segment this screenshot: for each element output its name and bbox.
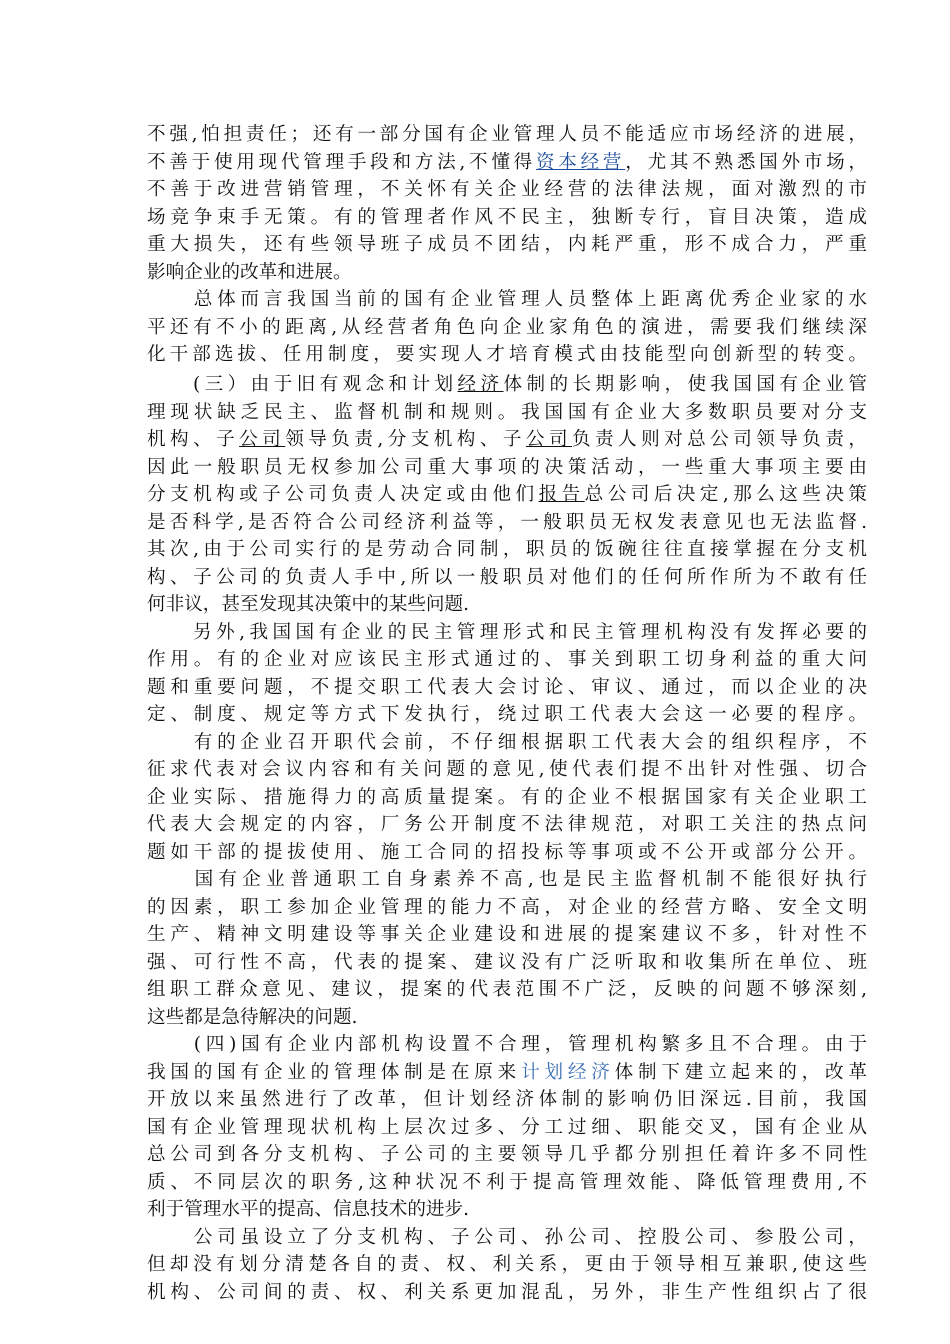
text-line: 是否科学,是否符合公司经济利益等，一般职员无权发表意见也无法监督. bbox=[147, 511, 867, 533]
report-link[interactable]: 报告 bbox=[538, 484, 585, 505]
text-line: 生产、精神文明建设等事关企业建设和进展的提案建议不多，针对性不 bbox=[147, 924, 867, 945]
text-line bbox=[147, 481, 867, 509]
paragraph-block-1 bbox=[147, 121, 867, 369]
text-line: 何非议，甚至发现其决策中的某些问题. bbox=[147, 594, 470, 615]
text-run: 总公司后决定,那么这些决策 bbox=[584, 484, 867, 505]
text-line: 因此一般职员无权参加公司重大事项的决策活动，一些重大事项主要由 bbox=[147, 456, 867, 478]
text-line: 不强,怕担责任；还有一部分国有企业管理人员不能适应市场经济的进展， bbox=[147, 124, 867, 145]
text-line: 构、子公司的负责人手中,所以一般职员对他们的任何所作所为不敢有任 bbox=[147, 566, 867, 588]
text-run: 负责人则对总公司领导负责， bbox=[571, 429, 867, 450]
text-run: 体制的长期影响，使我国国有企业管 bbox=[503, 374, 867, 395]
text-line: 平还有不小的距离,从经营者角色向企业家角色的演进，需要我们继续深 bbox=[147, 316, 867, 338]
text-run: 我国的国有企业的管理体制是在原来 bbox=[147, 1061, 522, 1083]
text-line: (四)国有企业内部机构设置不合理，管理机构繁多且不合理。由于 bbox=[147, 1034, 867, 1055]
text-line: 公司虽设立了分支机构、子公司、孙公司、控股公司、参股公司， bbox=[147, 1226, 867, 1248]
text-line bbox=[147, 149, 867, 177]
text-line: 强、可行性不高，代表的提案、建议没有广泛听取和收集所在单位、班 bbox=[147, 951, 867, 973]
economy-link[interactable]: 经济 bbox=[457, 374, 504, 395]
text-line: 征求代表对会议内容和有关问题的意见,使代表们提不出针对性强、切合 bbox=[147, 759, 867, 780]
paragraph-block-2 bbox=[147, 371, 867, 1306]
text-line: 其次,由于公司实行的是劳动合同制，职员的饭碗往往直接掌握在分支机 bbox=[147, 539, 867, 560]
text-line: 影响企业的改革和进展。 bbox=[147, 261, 352, 283]
text-line: 有的企业召开职代会前，不仔细根据职工代表大会的组织程序，不 bbox=[147, 731, 867, 753]
text-line: 题如干部的提拔使用、施工合同的招投标等事项或不公开或部分公开。 bbox=[147, 841, 867, 863]
text-line bbox=[147, 371, 867, 399]
text-line: 另外,我国国有企业的民主管理形式和民主管理机构没有发挥必要的 bbox=[147, 621, 867, 643]
text-run: 机构、子 bbox=[147, 429, 240, 450]
text-line: 化干部选拔、任用制度，要实现人才培育模式由技能型向创新型的转变。 bbox=[147, 344, 867, 365]
text-line: 开放以来虽然进行了改革，但计划经济体制的影响仍旧深远.目前，我国 bbox=[147, 1089, 867, 1110]
text-line: 题和重要问题，不提交职工代表大会讨论、审议、通过，而以企业的决 bbox=[147, 676, 867, 698]
text-line: 但却没有划分清楚各自的责、权、利关系，更由于领导相互兼职,使这些 bbox=[147, 1254, 867, 1275]
text-run: ，尤其不熟悉国外市场， bbox=[625, 151, 867, 173]
text-line: 理现状缺乏民主、监督机制和规则。我国国有企业大多数职员要对分支 bbox=[147, 401, 867, 423]
text-line bbox=[147, 426, 867, 454]
text-line: 总公司到各分支机构、子公司的主要领导几乎都分别担任着许多不同性 bbox=[147, 1144, 867, 1165]
text-line: 企业实际、措施得力的高质量提案。有的企业不根据国家有关企业职工 bbox=[147, 786, 867, 808]
text-line: 场竞争束手无策。有的管理者作风不民主，独断专行，盲目决策，造成 bbox=[147, 206, 867, 228]
company-link[interactable]: 公司 bbox=[525, 429, 572, 450]
text-run: 分支机构或子公司负责人决定或由他们 bbox=[147, 484, 539, 505]
text-run: 体制下建立起来的，改革 bbox=[614, 1061, 867, 1083]
text-line: 不善于改进营销管理，不关怀有关企业经营的法律法规，面对激烈的市 bbox=[147, 179, 867, 200]
text-line: 质、不同层次的职务,这种状况不利于提高管理效能、降低管理费用,不 bbox=[147, 1171, 867, 1193]
text-line: 代表大会规定的内容，厂务公开制度不法律规范，对职工关注的热点问 bbox=[147, 814, 867, 835]
text-line: 机构、公司间的责、权、利关系更加混乱，另外，非生产性组织占了很 bbox=[147, 1281, 867, 1303]
text-line: 国有企业管理现状机构上层次过多、分工过细、职能交叉，国有企业从 bbox=[147, 1116, 867, 1138]
text-line: 的因素，职工参加企业管理的能力不高，对企业的经营方略、安全文明 bbox=[147, 896, 867, 918]
text-line: 定、制度、规定等方式下发执行，绕过职工代表大会这一必要的程序。 bbox=[147, 704, 867, 725]
text-line: 这些都是急待解决的问题. bbox=[147, 1006, 358, 1028]
text-run: 领导负责,分支机构、子 bbox=[285, 429, 526, 450]
text-run: (三）由于旧有观念和计划 bbox=[147, 374, 458, 395]
text-run: 不善于使用现代管理手段和方法,不懂得 bbox=[147, 151, 536, 173]
capital-management-link[interactable]: 资本经营 bbox=[535, 151, 626, 173]
text-line: 作用。有的企业对应该民主形式通过的、事关到职工切身利益的重大问 bbox=[147, 649, 867, 670]
company-link[interactable]: 公司 bbox=[239, 429, 286, 450]
planned-economy-link[interactable]: 计划经济 bbox=[521, 1061, 615, 1083]
text-line bbox=[147, 1059, 867, 1087]
text-line: 利于管理水平的提高、信息技术的进步. bbox=[147, 1199, 470, 1220]
text-line: 组职工群众意见、建议，提案的代表范围不广泛，反映的问题不够深刻, bbox=[147, 979, 867, 1000]
text-line: 总体而言我国当前的国有企业管理人员整体上距离优秀企业家的水 bbox=[147, 289, 867, 310]
text-line: 重大损失，还有些领导班子成员不团结，内耗严重，形不成合力，严重 bbox=[147, 234, 867, 255]
text-line: 国有企业普通职工自身素养不高,也是民主监督机制不能很好执行 bbox=[147, 869, 867, 890]
